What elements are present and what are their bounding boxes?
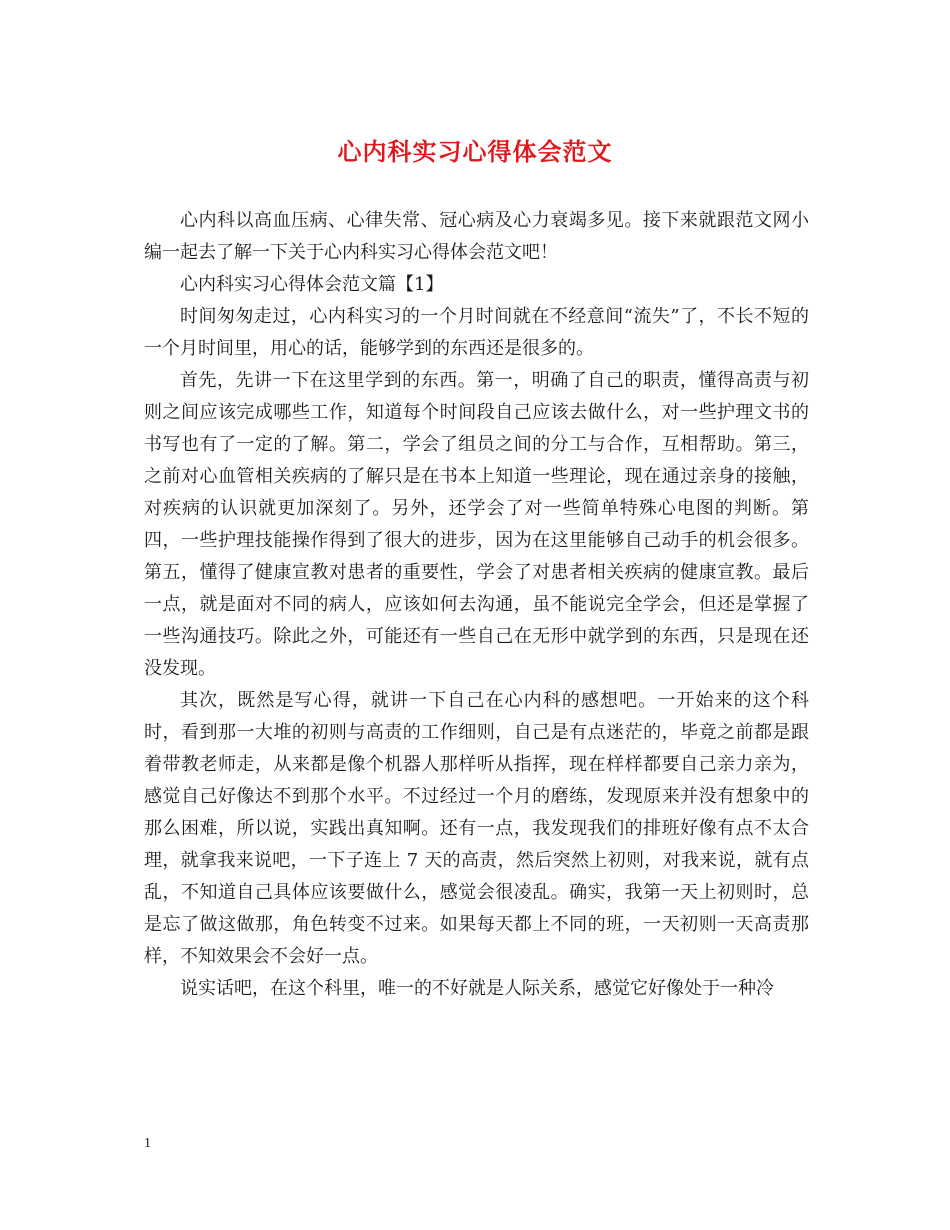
paragraph: 首先，先讲一下在这里学到的东西。第一，明确了自己的职责，懂得高责与初则之间应该完成哪些工作，知道每个时间段自己应该去做什么，对一些护理文书的书写也有了一定的了解。第二，学会了组员之间的分工与合作，互相帮助。第三，之前对心血管相关疾病的了解只是在书本上知道一些理论，现在通过亲身的接触，对疾病的认识就更加深刻了。另外，还学会了对一些简单特殊心电图的判断。第四，一些护理技能操作得到了很大的进步，因为在这里能够自己动手的机会很多。第五，懂得了健康宣教对患者的重要性，学会了对患者相关疾病的健康宣教。最后一点，就是面对不同的病人，应该如何去沟通，虽不能说完全学会，但还是掌握了一些沟通技巧。除此之外，可能还有一些自己在无形中就学到的东西，只是现在还没发现。 — [144, 370, 809, 679]
section-heading: 心内科实习心得体会范文篇【1】 — [180, 274, 444, 295]
paragraph: 其次，既然是写心得，就讲一下自己在心内科的感想吧。一开始来的这个科时，看到那一大堆的初则与高责的工作细则，自己是有点迷茫的，毕竟之前都是跟着带教老师走，从来都是像个机器人那样听从指挥，现在样样都要自己亲力亲为，感觉自己好像达不到那个水平。不过经过一个月的磨练，发现原来并没有想象中的那么困难，所以说，实践出真知啊。还有一点，我发现我们的排班好像有点不太合理，就拿我来说吧，一下子连上 7 天的高责，然后突然上初则，对我来说，就有点乱，不知道自己具体应该要做什么，感觉会很凌乱。确实，我第一天上初则时，总是忘了做这做那，角色转变不过来。如果每天都上不同的班，一天初则一天高责那样，不知效果会不会好一点。 — [144, 690, 809, 967]
document-body — [144, 205, 809, 1005]
paragraph: 时间匆匆走过，心内科实习的一个月时间就在不经意间“流失”了，不长不短的一个月时间里，用心的话，能够学到的东西还是很多的。 — [144, 306, 809, 359]
page-number: 1 — [144, 1136, 151, 1151]
paragraph: 说实话吧，在这个科里，唯一的不好就是人际关系，感觉它好像处于一种冷 — [180, 978, 774, 999]
page-title: 心内科实习心得体会范文 — [337, 137, 613, 166]
paragraph-intro: 心内科以高血压病、心律失常、冠心病及心力衰竭多见。接下来就跟范文网小编一起去了解一下关于心内科实习心得体会范文吧！ — [144, 210, 809, 263]
